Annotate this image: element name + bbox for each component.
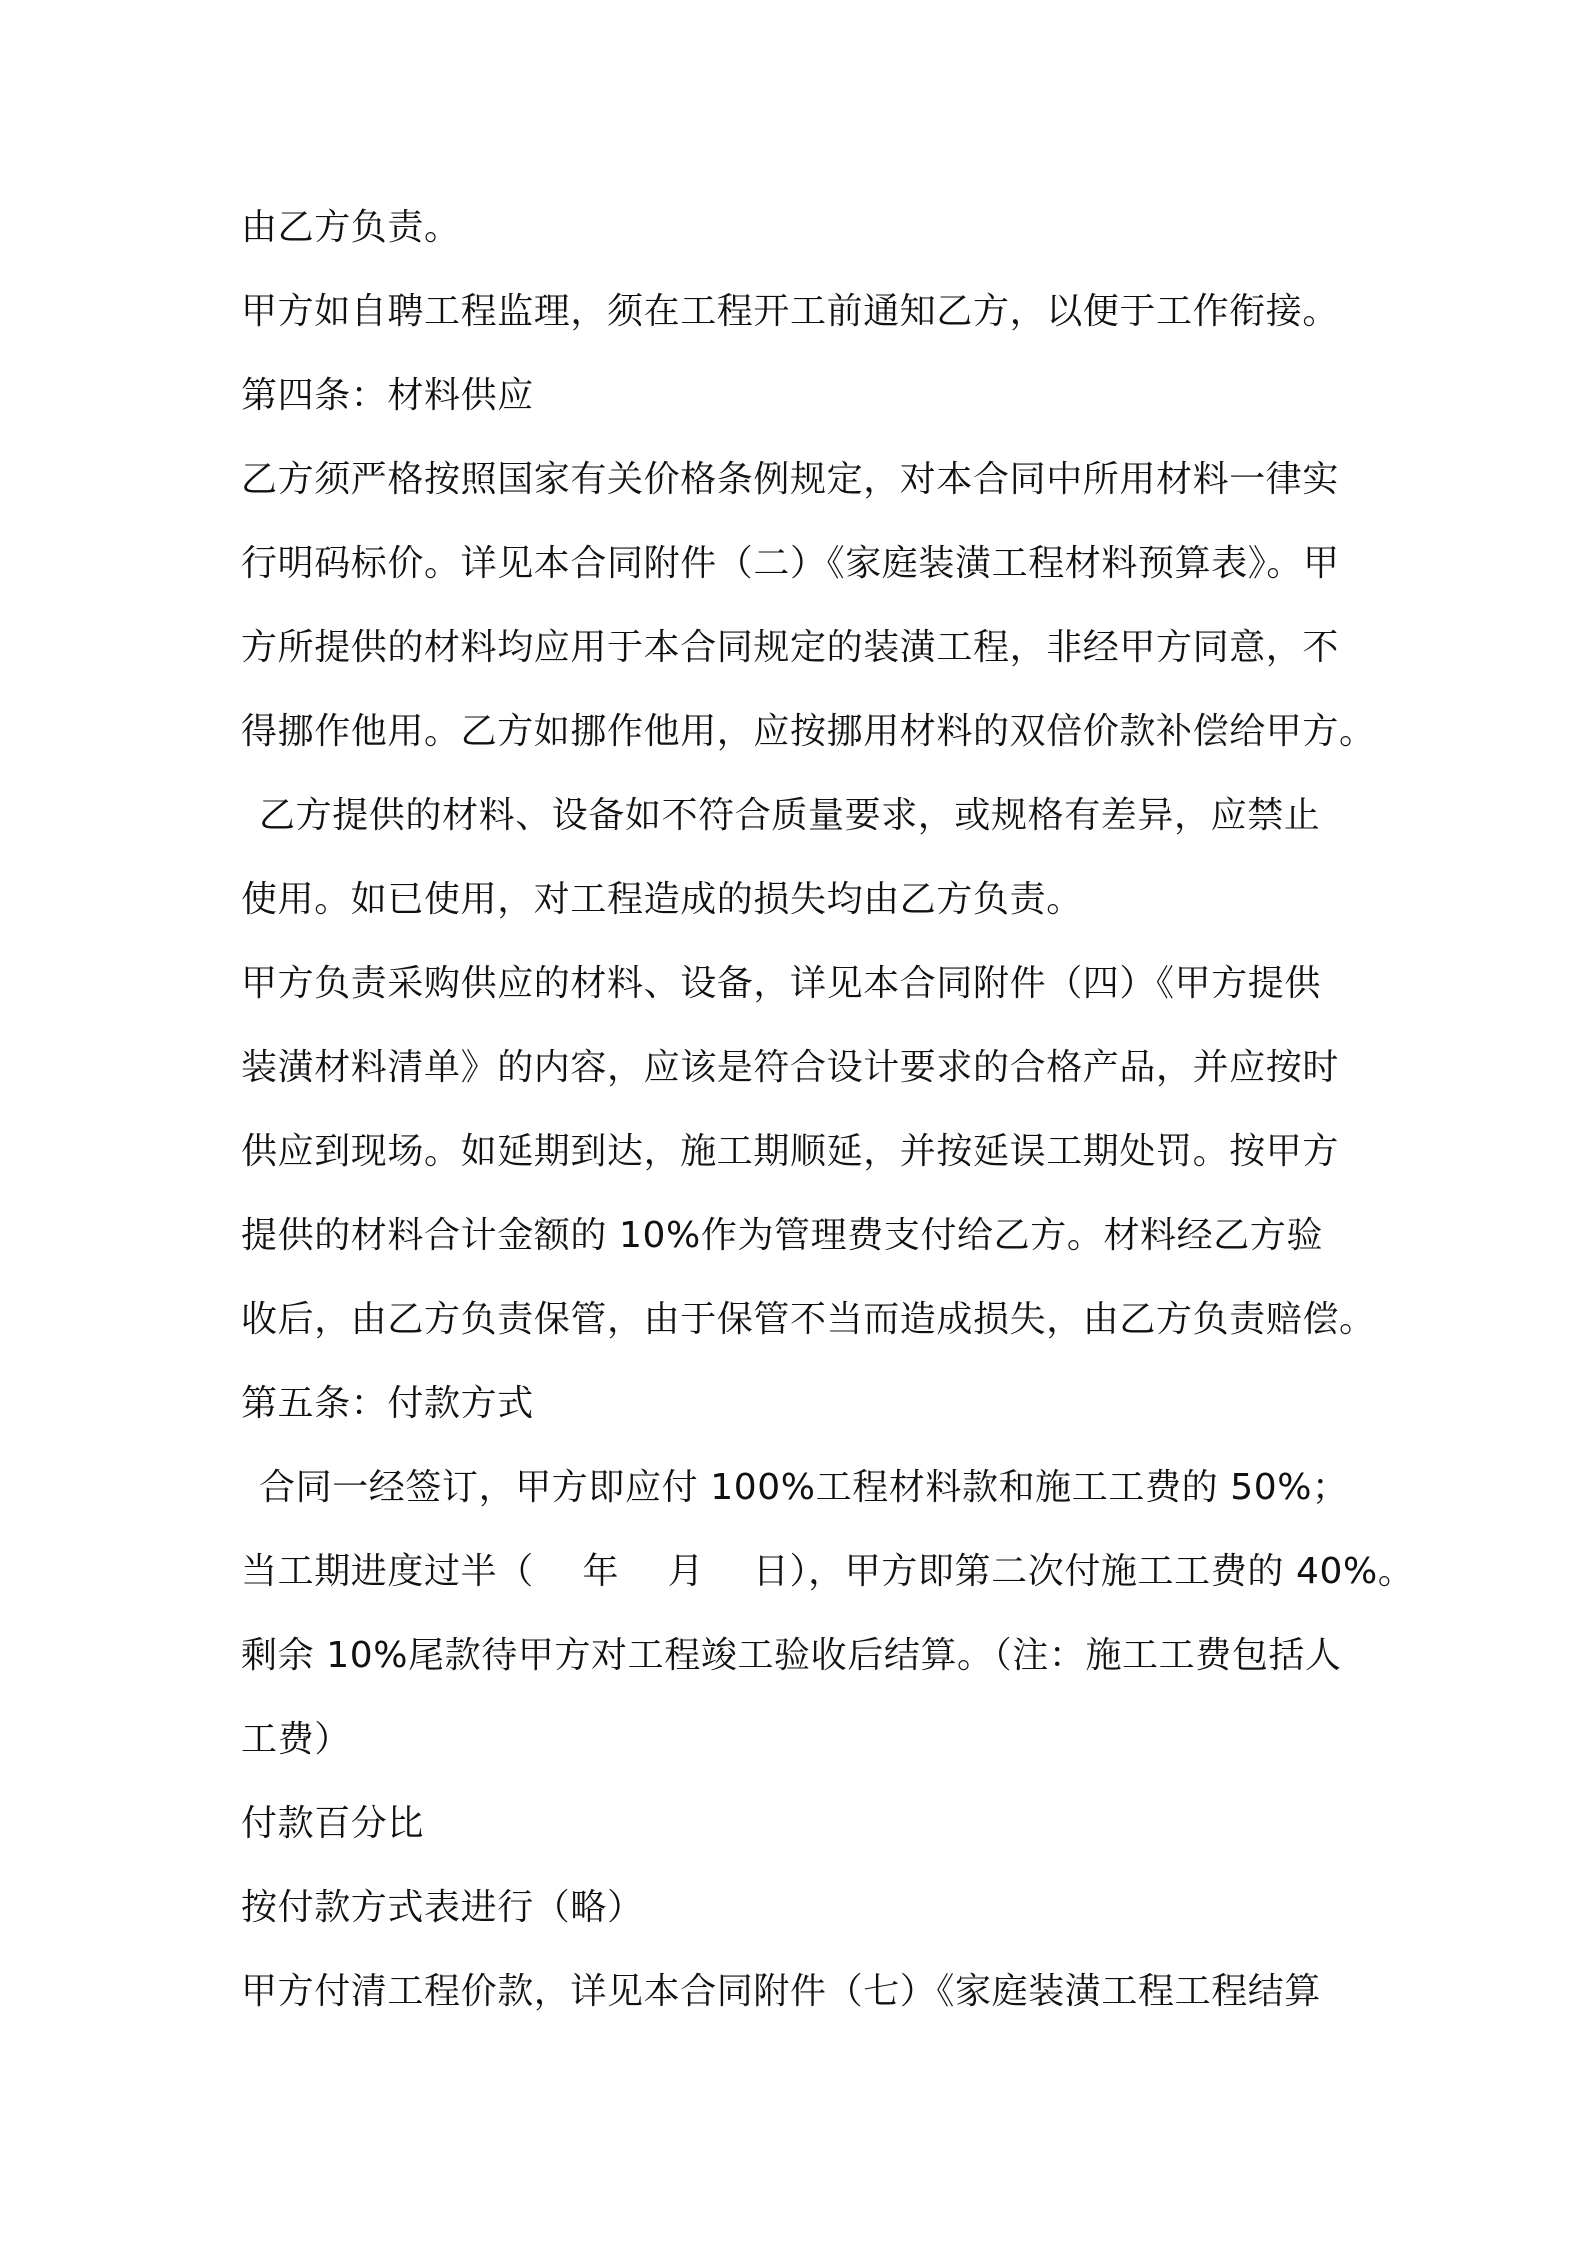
text-line: 行明码标价。详见本合同附件（二）《家庭装潢工程材料预算表》。甲: [241, 543, 1340, 584]
text-line: 工费）: [241, 1719, 351, 1760]
text-line: 按付款方式表进行（略）: [241, 1887, 644, 1928]
text-line: 甲方如自聘工程监理，须在工程开工前通知乙方，以便于工作衔接。: [241, 291, 1340, 332]
text-line: 收后，由乙方负责保管，由于保管不当而造成损失，由乙方负责赔偿。: [241, 1299, 1376, 1340]
text-line: 乙方须严格按照国家有关价格条例规定，对本合同中所用材料一律实: [241, 459, 1340, 500]
text-line: 供应到现场。如延期到达，施工期顺延，并按延误工期处罚。按甲方: [241, 1131, 1340, 1172]
text-line: 付款百分比: [241, 1803, 425, 1844]
text-line: 剩余 10%尾款待甲方对工程竣工验收后结算。（注：施工工费包括人: [241, 1635, 1342, 1676]
text-line: 由乙方负责。: [241, 207, 461, 248]
text-line: 得挪作他用。乙方如挪作他用，应按挪用材料的双倍价款补偿给甲方。: [241, 711, 1376, 752]
text-line: 乙方提供的材料、设备如不符合质量要求，或规格有差异，应禁止: [259, 795, 1321, 836]
section-heading: 第五条：付款方式: [241, 1383, 534, 1424]
section-heading: 第四条：材料供应: [241, 375, 534, 416]
text-line: 甲方付清工程价款，详见本合同附件（七）《家庭装潢工程工程结算: [241, 1971, 1322, 2012]
text-line: 装潢材料清单》的内容，应该是符合设计要求的合格产品，并应按时: [241, 1047, 1340, 1088]
text-line: 提供的材料合计金额的 10%作为管理费支付给乙方。材料经乙方验: [241, 1215, 1324, 1256]
text-line: 合同一经签订，甲方即应付 100%工程材料款和施工工费的 50%；: [259, 1467, 1349, 1508]
text-line: 甲方负责采购供应的材料、设备，详见本合同附件（四）《甲方提供: [241, 963, 1322, 1004]
text-line: 方所提供的材料均应用于本合同规定的装潢工程，非经甲方同意，不: [241, 627, 1340, 668]
text-line: 使用。如已使用，对工程造成的损失均由乙方负责。: [241, 879, 1083, 920]
text-line: 当工期进度过半（ 年 月 日），甲方即第二次付施工工费的 40%。: [241, 1551, 1415, 1592]
